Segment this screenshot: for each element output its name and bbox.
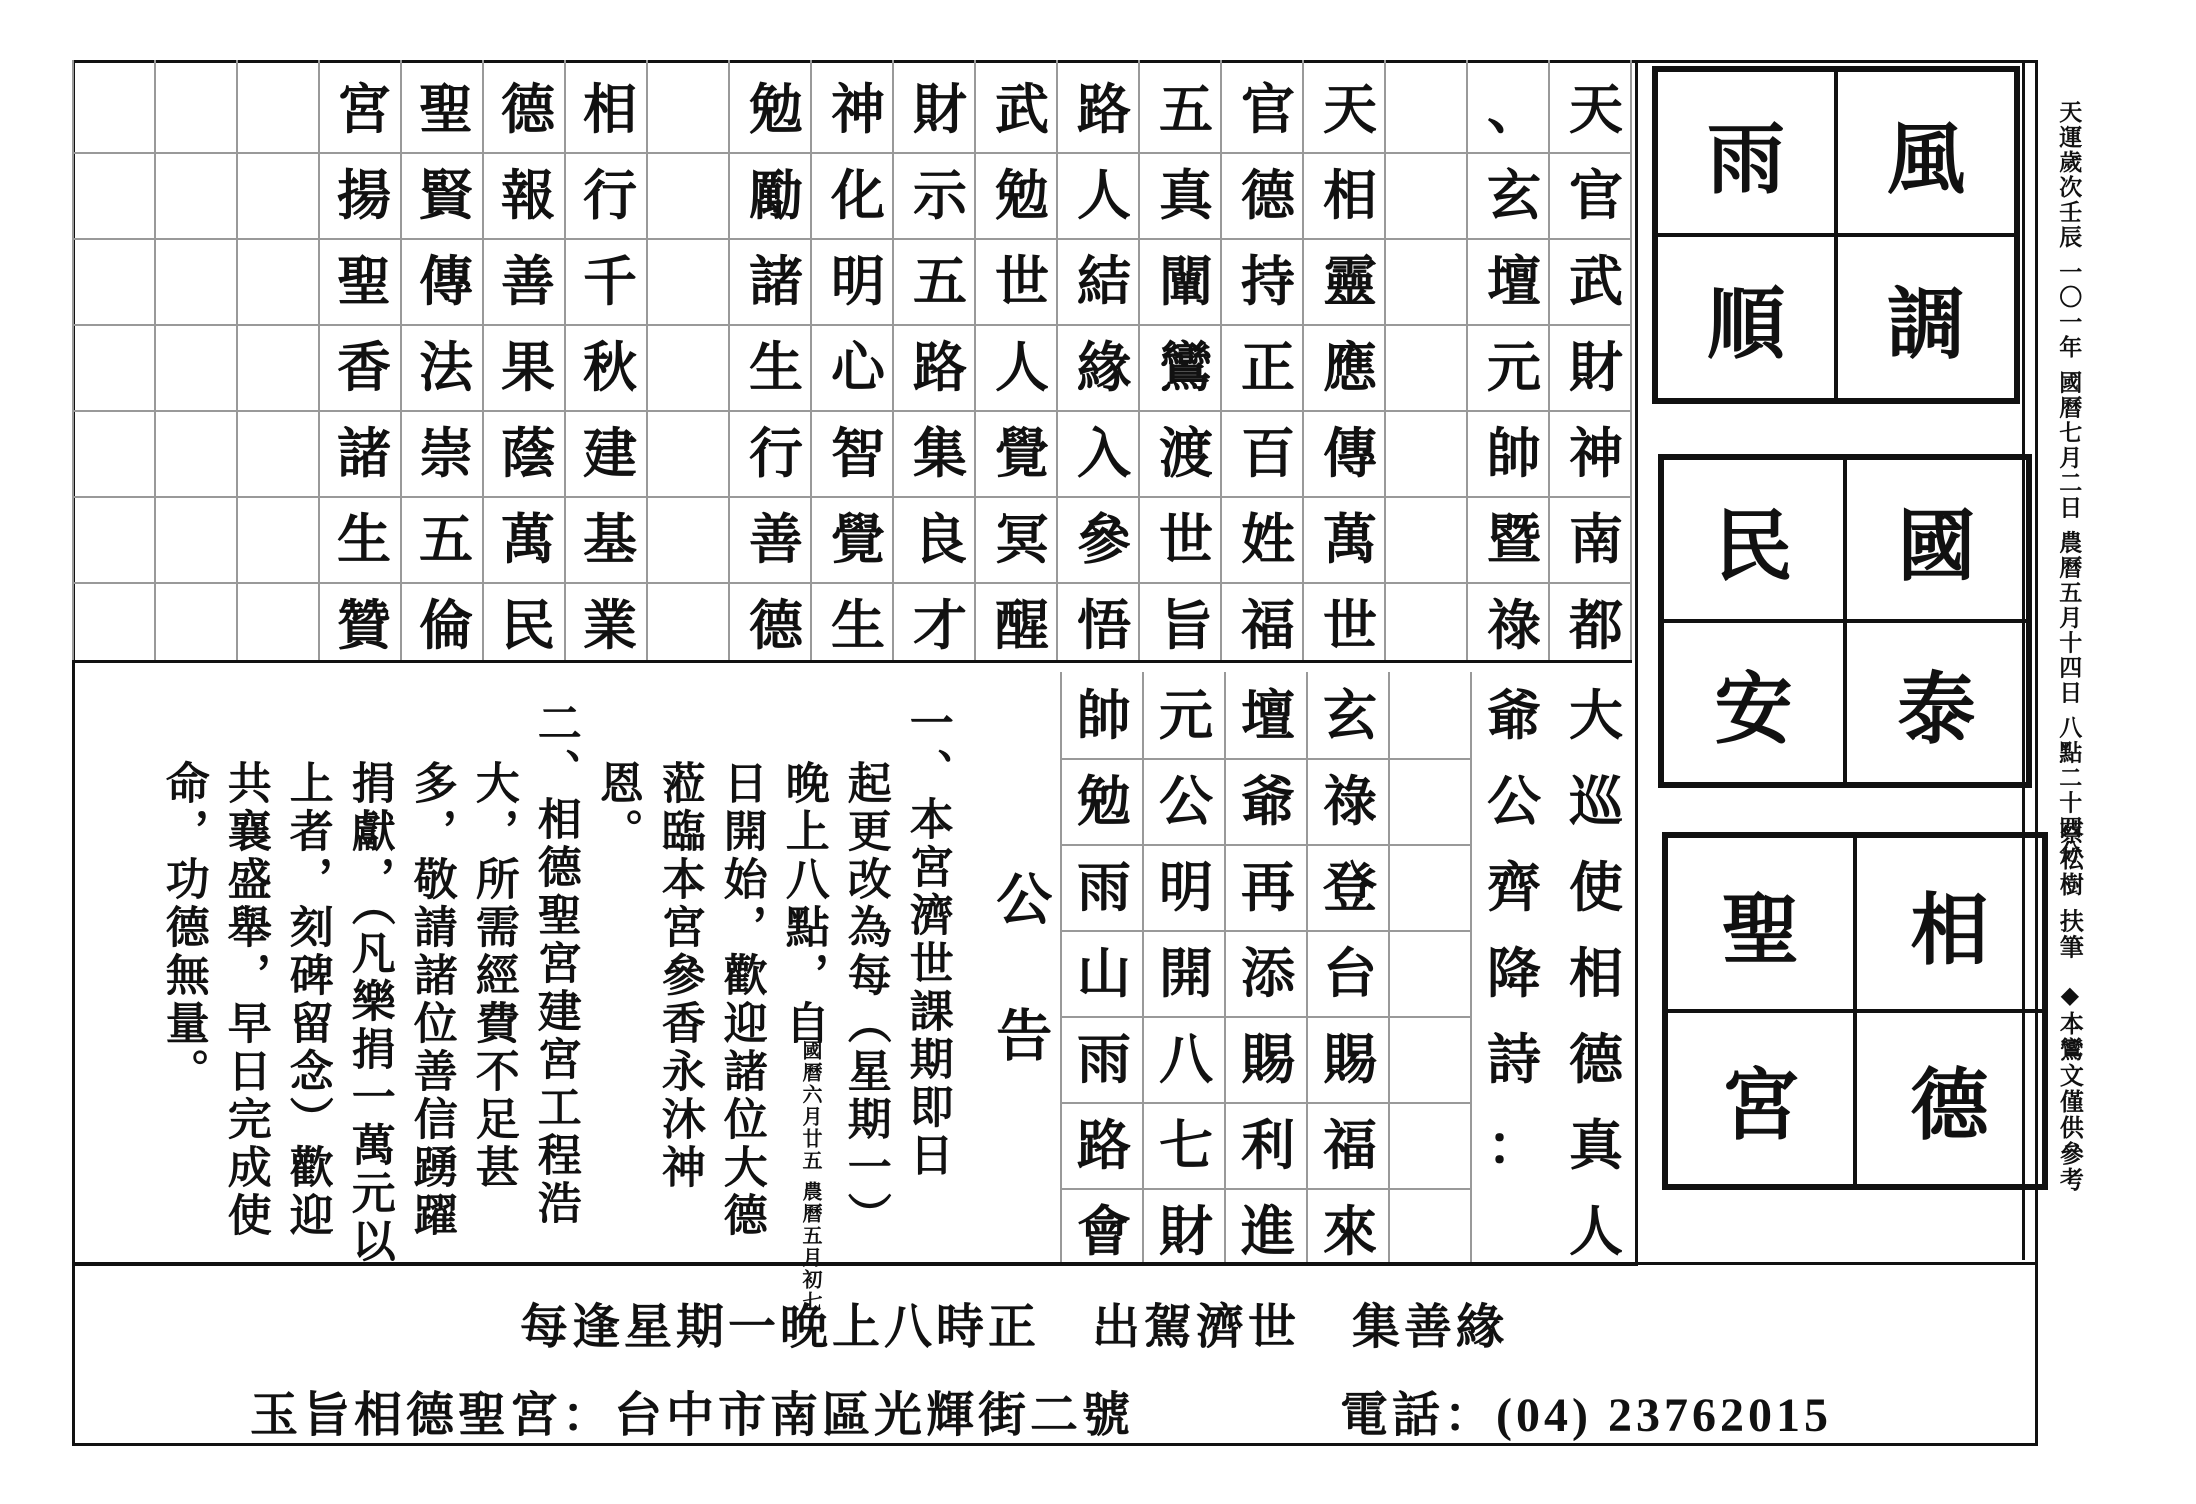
- grid-line: [1470, 672, 1472, 1262]
- poem-char: 報: [501, 163, 555, 227]
- poem-char: 來: [1323, 1199, 1377, 1263]
- title-block-2: [1658, 454, 2032, 788]
- poem-char: 神: [1569, 421, 1623, 485]
- title-char: 德: [1855, 1011, 2044, 1186]
- poem-char: 醒: [995, 593, 1049, 657]
- poem-char: 聖: [419, 77, 473, 141]
- poem-char: 路: [913, 335, 967, 399]
- footer-address: 玉旨相德聖宮：台中市南區光輝街二號: [250, 1387, 1135, 1443]
- side-disclaimer: ◆本鸞文僅供參考: [2055, 980, 2085, 1193]
- poem-char: 賜: [1323, 1027, 1377, 1091]
- title-char: 風: [1836, 70, 2016, 235]
- poem-column: [324, 66, 404, 668]
- footer-line1: 每逢星期一晚上八時正 出駕濟世 集善緣: [520, 1299, 1509, 1355]
- grid-line: [236, 60, 238, 660]
- poem-char: 武: [995, 77, 1049, 141]
- poem-char: 玄: [1487, 163, 1541, 227]
- poem-char: 入: [1077, 421, 1131, 485]
- poem-char: 建: [583, 421, 637, 485]
- notice-line: 蒞臨本宮參香永沐神: [653, 760, 705, 1192]
- poem-char: 財: [913, 77, 967, 141]
- notice-line: 起更改為每（星期一）: [839, 760, 891, 1240]
- poem-column: [1310, 672, 1390, 1274]
- poem-char: 渡: [1159, 421, 1213, 485]
- title-char: 民: [1662, 458, 1845, 621]
- poem-char: 大: [1569, 683, 1623, 747]
- poem-char: 傳: [1323, 421, 1377, 485]
- title-char: 雨: [1656, 70, 1836, 235]
- poem-char: 五: [913, 249, 967, 313]
- poem-char: 參: [1077, 507, 1131, 571]
- footer-phone: 電話：(04) 23762015: [1340, 1389, 1832, 1442]
- poem-char: 詩: [1487, 1027, 1541, 1091]
- poem-char: 元: [1159, 683, 1213, 747]
- poem-column: [488, 66, 568, 668]
- poem-char: 萬: [501, 507, 555, 571]
- poem-char: 真: [1159, 163, 1213, 227]
- poem-char: 果: [501, 335, 555, 399]
- poem-char: 善: [749, 507, 803, 571]
- notice-line: 二、相德聖宮建宮工程浩: [529, 700, 581, 1228]
- poem-char: 雨: [1077, 1027, 1131, 1091]
- poem-char: 登: [1323, 855, 1377, 919]
- poem-char: 財: [1569, 335, 1623, 399]
- notice-line: 一、本宮濟世課期即日: [901, 700, 953, 1180]
- poem-column: [1064, 66, 1144, 668]
- poem-char: 正: [1241, 335, 1295, 399]
- poem-char: 添: [1241, 941, 1295, 1005]
- side-date: 天運歲次壬辰 一〇一年 國曆七月二日 農曆五月十四日 八點二十四分: [2055, 100, 2083, 866]
- grid-line: [154, 60, 156, 660]
- poem-column: [1228, 66, 1308, 668]
- side-writer: 蔡松樹 扶筆: [2055, 820, 2085, 961]
- notice-line: 命，功德無量。: [157, 760, 209, 1096]
- poem-char: 勉: [1077, 769, 1131, 833]
- poem-char: 元: [1487, 335, 1541, 399]
- poem-char: 化: [831, 163, 885, 227]
- poem-char: 民: [501, 593, 555, 657]
- poem-char: 祿: [1323, 769, 1377, 833]
- poem-column: [1556, 66, 1636, 668]
- poem-char: 諸: [337, 421, 391, 485]
- poem-column: [900, 66, 980, 668]
- poem-char: 勵: [749, 163, 803, 227]
- poem-char: 壇: [1487, 249, 1541, 313]
- notice-line: 恩。: [591, 760, 643, 856]
- poem-char: 雨: [1077, 855, 1131, 919]
- poem-char: 生: [831, 593, 885, 657]
- poem-char: [1474, 1188, 1554, 1274]
- poem-char: 玄: [1323, 683, 1377, 747]
- notice-line: 晚上八點，自: [777, 760, 829, 1048]
- poem-char: 百: [1241, 421, 1295, 485]
- poem-column: [1310, 66, 1390, 668]
- poem-char: 德: [1241, 163, 1295, 227]
- poem-char: 持: [1241, 249, 1295, 313]
- poem-char: 業: [583, 593, 637, 657]
- poem-char: 緣: [1077, 335, 1131, 399]
- poem-column: [1146, 672, 1226, 1274]
- grid-line: [1060, 672, 1062, 1262]
- poem-char: 香: [337, 335, 391, 399]
- poem-char: 良: [913, 507, 967, 571]
- poem-char: 七: [1159, 1113, 1213, 1177]
- poem-char: 善: [501, 249, 555, 313]
- poem-char: 天: [1323, 77, 1377, 141]
- poem-char: 德: [501, 77, 555, 141]
- poem-char: 倫: [419, 593, 473, 657]
- poem-char: 官: [1241, 77, 1295, 141]
- poem-char: 冥: [995, 507, 1049, 571]
- poem-char: 使: [1569, 855, 1623, 919]
- poem-char: 揚: [337, 163, 391, 227]
- poem-char: 姓: [1241, 507, 1295, 571]
- poem-char: 世: [1323, 593, 1377, 657]
- poem-char: 世: [995, 249, 1049, 313]
- poem-char: 五: [1159, 77, 1213, 141]
- notice-line: 日開始，歡迎諸位大德: [715, 760, 767, 1240]
- poem-char: 開: [1159, 941, 1213, 1005]
- grid-line: [1466, 60, 1468, 660]
- poem-char: 世: [1159, 507, 1213, 571]
- title-char: 安: [1662, 621, 1845, 784]
- poem-char: 蔭: [501, 421, 555, 485]
- poem-char: 明: [831, 249, 885, 313]
- poem-char: ：: [1487, 1113, 1541, 1177]
- poem-char: 進: [1241, 1199, 1295, 1263]
- poem-char: 再: [1241, 855, 1295, 919]
- poem-column: [1474, 66, 1554, 668]
- poem-char: 相: [1323, 163, 1377, 227]
- poem-char: 八: [1159, 1027, 1213, 1091]
- poem-char: 旨: [1159, 593, 1213, 657]
- poem-char: 崇: [419, 421, 473, 485]
- notice-line: 多，敬請諸位善信踴躍: [405, 760, 457, 1240]
- poem-char: 靈: [1323, 249, 1377, 313]
- poem-char: 生: [337, 507, 391, 571]
- poem-column: [570, 66, 650, 668]
- poem-char: 路: [1077, 1113, 1131, 1177]
- poem-char: 天: [1569, 77, 1623, 141]
- poem-char: 巡: [1569, 769, 1623, 833]
- poem-char: 行: [583, 163, 637, 227]
- poem-column: [406, 66, 486, 668]
- poem-char: 悟: [1077, 593, 1131, 657]
- poem-char: 帥: [1077, 683, 1131, 747]
- grid-line: [728, 60, 730, 660]
- poem-char: 官: [1569, 163, 1623, 227]
- poem-char: 祿: [1487, 593, 1541, 657]
- poem-char: 示: [913, 163, 967, 227]
- poem-column: [736, 66, 816, 668]
- poem-char: 爺: [1241, 769, 1295, 833]
- notice-line: 共襄盛舉，早日完成使: [219, 760, 271, 1240]
- poem-char: 傳: [419, 249, 473, 313]
- poem-char: 齊: [1487, 855, 1541, 919]
- poem-char: 神: [831, 77, 885, 141]
- poem-column: [1064, 672, 1144, 1274]
- poem-char: 會: [1077, 1199, 1131, 1263]
- title-char: 聖: [1666, 836, 1855, 1011]
- poem-char: 基: [583, 507, 637, 571]
- poem-column: [1228, 672, 1308, 1274]
- poem-column: [1556, 672, 1636, 1274]
- poem-char: 集: [913, 421, 967, 485]
- poem-char: 秋: [583, 335, 637, 399]
- poem-column: [818, 66, 898, 668]
- poem-char: 相: [1569, 941, 1623, 1005]
- poem-column: [1474, 672, 1554, 1274]
- poem-char: 萬: [1323, 507, 1377, 571]
- poem-char: 人: [995, 335, 1049, 399]
- poem-char: 賢: [419, 163, 473, 227]
- poem-char: 財: [1159, 1199, 1213, 1263]
- poem-char: 宮: [337, 77, 391, 141]
- poem-char: 相: [583, 77, 637, 141]
- poem-char: 法: [419, 335, 473, 399]
- poem-char: 德: [1569, 1027, 1623, 1091]
- title-char: 調: [1836, 235, 2016, 400]
- poem-char: 覺: [831, 507, 885, 571]
- poem-char: 福: [1241, 593, 1295, 657]
- poem-char: 行: [749, 421, 803, 485]
- poem-char: 闡: [1159, 249, 1213, 313]
- title-char: 宮: [1666, 1011, 1855, 1186]
- poem-char: 贊: [337, 593, 391, 657]
- poem-char: 勉: [749, 77, 803, 141]
- title-block-1: [1652, 66, 2020, 404]
- poem-char: 五: [419, 507, 473, 571]
- poem-char: 降: [1487, 941, 1541, 1005]
- poem-char: 武: [1569, 249, 1623, 313]
- poem-char: 明: [1159, 855, 1213, 919]
- title-char: 國: [1845, 458, 2028, 621]
- poem-char: 諸: [749, 249, 803, 313]
- poem-char: 都: [1569, 593, 1623, 657]
- poem-char: 應: [1323, 335, 1377, 399]
- poem-char: 人: [1569, 1199, 1623, 1263]
- poem-char: 才: [913, 593, 967, 657]
- poem-char: 山: [1077, 941, 1131, 1005]
- notice-date-small: 國曆六月廿五 農曆五月初七: [799, 1040, 823, 1313]
- title-block-3: [1662, 832, 2048, 1190]
- poem-char: 利: [1241, 1113, 1295, 1177]
- title-char: 順: [1656, 235, 1836, 400]
- poem-char: 德: [749, 593, 803, 657]
- title-char: 泰: [1845, 621, 2028, 784]
- poem-char: 賜: [1241, 1027, 1295, 1091]
- poem-char: 覺: [995, 421, 1049, 485]
- poem-char: 暨: [1487, 507, 1541, 571]
- poem-char: 真: [1569, 1113, 1623, 1177]
- notice-line: 上者，刻碑留念）歡迎: [281, 760, 333, 1240]
- notice-line: 大，所需經費不足甚: [467, 760, 519, 1192]
- poem-char: 帥: [1487, 421, 1541, 485]
- poem-char: 智: [831, 421, 885, 485]
- poem-column: [1146, 66, 1226, 668]
- poem-char: 壇: [1241, 683, 1295, 747]
- poem-char: 公: [1487, 769, 1541, 833]
- poem-char: 南: [1569, 507, 1623, 571]
- poem-char: 勉: [995, 163, 1049, 227]
- grid-line: [72, 60, 74, 660]
- poem-char: 爺: [1487, 683, 1541, 747]
- poem-char: 、: [1487, 77, 1541, 141]
- title-char: 相: [1855, 836, 2044, 1011]
- poem-char: 公: [1159, 769, 1213, 833]
- poem-char: 人: [1077, 163, 1131, 227]
- poem-char: 結: [1077, 249, 1131, 313]
- poem-char: 鸞: [1159, 335, 1213, 399]
- poem-char: 台: [1323, 941, 1377, 1005]
- poem-column: [982, 66, 1062, 668]
- poem-char: 路: [1077, 77, 1131, 141]
- grid-line: [318, 60, 320, 660]
- poem-char: 心: [831, 335, 885, 399]
- poem-char: 千: [583, 249, 637, 313]
- poem-char: 聖: [337, 249, 391, 313]
- poem-char: 生: [749, 335, 803, 399]
- notice-line: 捐獻，（凡樂捐一萬元以: [343, 760, 395, 1266]
- notice-heading: 公告: [987, 870, 1054, 1142]
- poem-char: 福: [1323, 1113, 1377, 1177]
